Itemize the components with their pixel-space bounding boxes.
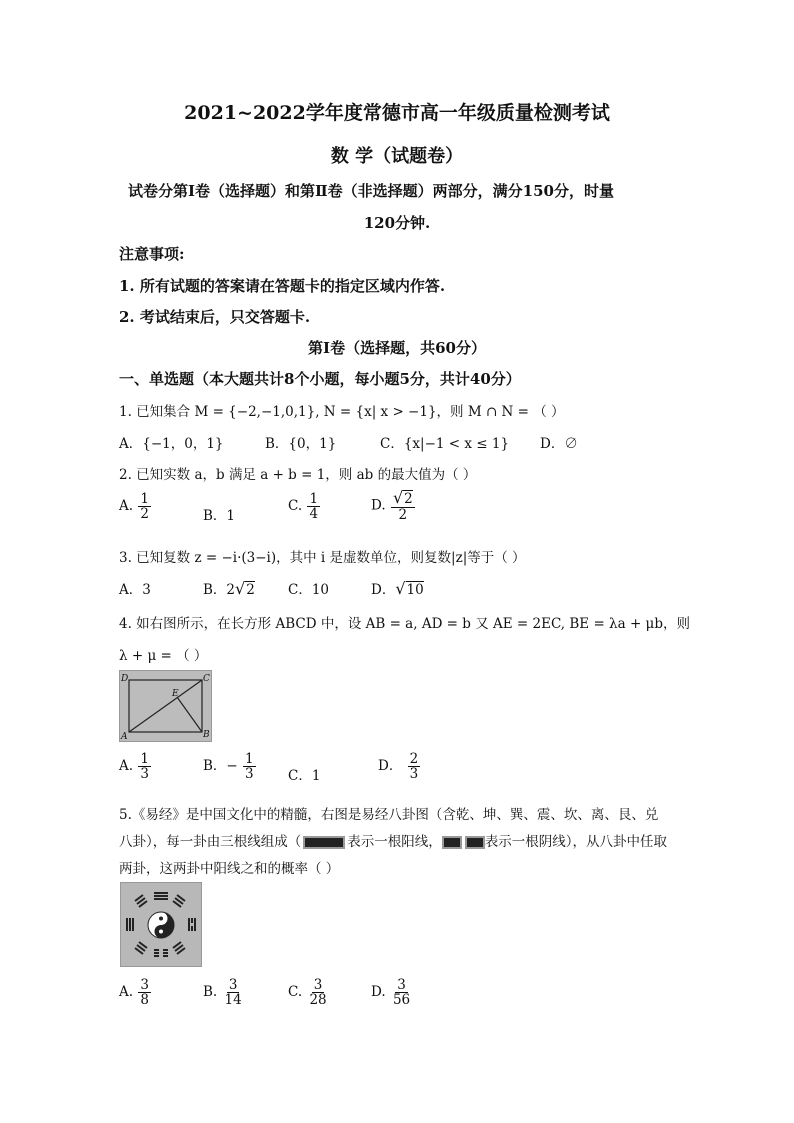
q4-option-d-label: D． [378, 758, 403, 775]
q3-option-d-label: D． [371, 582, 396, 598]
q1-option-d: D．∅ [540, 436, 578, 452]
q5-option-d-label: D. [371, 984, 386, 1001]
q3-option-c: C．10 [288, 582, 330, 598]
label-E: E [172, 689, 179, 699]
numerator: 1 [140, 751, 149, 767]
q5-option-c-label: C. [288, 984, 303, 1001]
numerator: 3 [313, 977, 323, 993]
q5-option-a-label: A. [119, 984, 134, 1001]
numerator [391, 490, 415, 508]
q2-option-a-label: A. [119, 498, 134, 515]
q5-text-part-a: 八卦），每一卦由三根线组成（ [119, 834, 302, 850]
denominator: 56 [392, 992, 411, 1009]
question-5-stem-line-2 [119, 830, 667, 850]
radical-sign: √ [235, 579, 246, 598]
q2-option-c-label: C. [288, 498, 303, 515]
q4-option-b-fraction [243, 752, 256, 781]
q5-option-b [203, 978, 245, 1007]
numerator: 2 [409, 751, 419, 767]
q2-option-a-fraction [138, 492, 151, 521]
q2-option-c-fraction [307, 492, 320, 521]
q2-option-a [119, 492, 152, 521]
q4-option-a [119, 752, 152, 781]
rectangle-diagram [120, 671, 211, 741]
q3-option-b-label: B．2 [203, 582, 236, 598]
q5-option-d-fraction [391, 978, 412, 1007]
yin-line-image-right [465, 836, 485, 849]
q2-option-b: B．1 [203, 508, 236, 524]
radicand: 2 [404, 491, 413, 507]
numerator: 3 [140, 977, 149, 993]
q5-option-a-fraction [138, 978, 151, 1007]
label-D: D [121, 674, 129, 684]
q5-option-b-fraction [223, 978, 244, 1007]
q5-option-c [288, 978, 330, 1007]
radicand: 10 [406, 582, 424, 598]
yang-line-image [303, 836, 345, 849]
q4-option-a-label: A. [119, 758, 134, 775]
bagua-diagram [121, 883, 201, 966]
denominator: 28 [309, 992, 327, 1009]
radical-sign: √ [395, 579, 406, 598]
question-1-stem: 1. 已知集合 M = {−2,−1,0,1}, N = {x| x > −1}，则 M ∩ N = （ ） [119, 404, 565, 420]
radicand: 2 [246, 582, 255, 598]
q5-option-a [119, 978, 152, 1007]
q4-option-d [378, 752, 421, 781]
exam-title: 2021~2022学年度常德市高一年级质量检测考试 [184, 102, 610, 124]
denominator: 14 [224, 992, 242, 1009]
denominator: 3 [140, 766, 149, 783]
part1-title: 第Ⅰ卷（选择题，共60分） [308, 339, 486, 357]
q4-option-c: C．1 [288, 768, 321, 784]
rectangle-figure [119, 670, 212, 742]
question-3-stem: 3. 已知复数 z = −i·(3−i)，其中 i 是虚数单位，则复数|z|等于（ ） [119, 550, 526, 566]
q5-option-c-fraction [307, 978, 328, 1007]
q5-option-d [371, 978, 413, 1007]
question-5-stem-line-3: 两卦，这两卦中阳线之和的概率（ ） [119, 861, 340, 877]
q2-option-d-label: D. [371, 497, 386, 514]
label-A: A [121, 732, 128, 741]
numerator: 1 [140, 491, 149, 507]
denominator: 4 [309, 506, 319, 523]
label-C: C [203, 674, 210, 684]
note-item: 2. 考试结束后，只交答题卡. [119, 308, 311, 326]
q4-option-a-fraction [138, 752, 151, 781]
q4-option-b-label: B．− [203, 758, 238, 775]
denominator: 2 [398, 506, 408, 523]
label-B: B [203, 730, 210, 740]
question-5-stem-line-1: 5.《易经》是中国文化中的精髓，右图是易经八卦图（含乾、坤、巽、震、坎、离、艮、兑 [119, 807, 659, 823]
q3-option-b [203, 578, 255, 598]
numerator: 1 [309, 491, 319, 507]
notes-heading: 注意事项: [119, 245, 185, 263]
q4-option-b [203, 752, 257, 781]
intro-line-1: 试卷分第Ⅰ卷（选择题）和第Ⅱ卷（非选择题）两部分，满分150分，时量 [128, 182, 614, 200]
numerator: 1 [245, 751, 254, 767]
q3-option-a: A．3 [119, 582, 151, 598]
exam-subtitle: 数 学（试题卷） [330, 146, 464, 167]
q2-option-d [371, 490, 416, 522]
bagua-figure [120, 882, 202, 967]
section-heading: 一、单选题（本大题共计8个小题，每小题5分，共计40分） [119, 370, 521, 388]
q3-option-d [371, 578, 424, 598]
q5-text-part-b: 表示一根阳线， [347, 834, 442, 850]
denominator: 2 [140, 506, 149, 523]
q1-option-b: B．{0，1} [265, 436, 337, 452]
question-2-stem: 2. 已知实数 a，b 满足 a + b = 1，则 ab 的最大值为（ ） [119, 467, 477, 483]
yin-line-image-left [442, 836, 462, 849]
q1-option-c: C．{x|−1 < x ≤ 1} [380, 436, 510, 452]
note-item: 1. 所有试题的答案请在答题卡的指定区域内作答. [119, 277, 446, 295]
denominator: 8 [140, 992, 149, 1009]
denominator: 3 [245, 766, 254, 783]
denominator: 3 [409, 766, 419, 783]
q2-option-c [288, 492, 321, 521]
question-4-stem-line-2: λ + μ = （ ） [119, 648, 208, 664]
q2-option-d-fraction [391, 490, 415, 522]
numerator: 3 [397, 977, 406, 993]
q5-text-part-c: 表示一根阴线），从八卦中任取 [484, 834, 667, 850]
q5-option-b-label: B. [203, 984, 218, 1001]
intro-line-2: 120分钟. [363, 214, 431, 232]
q1-option-a: A．{−1，0，1} [119, 436, 224, 452]
radical-sign: √ [392, 488, 404, 507]
question-4-stem-line-1: 4. 如右图所示，在长方形 ABCD 中，设 AB = a, AD = b 又 AE = 2EC, BE = λa + μb，则 [119, 616, 690, 632]
numerator: 3 [228, 977, 238, 993]
q4-option-d-fraction [408, 752, 421, 781]
